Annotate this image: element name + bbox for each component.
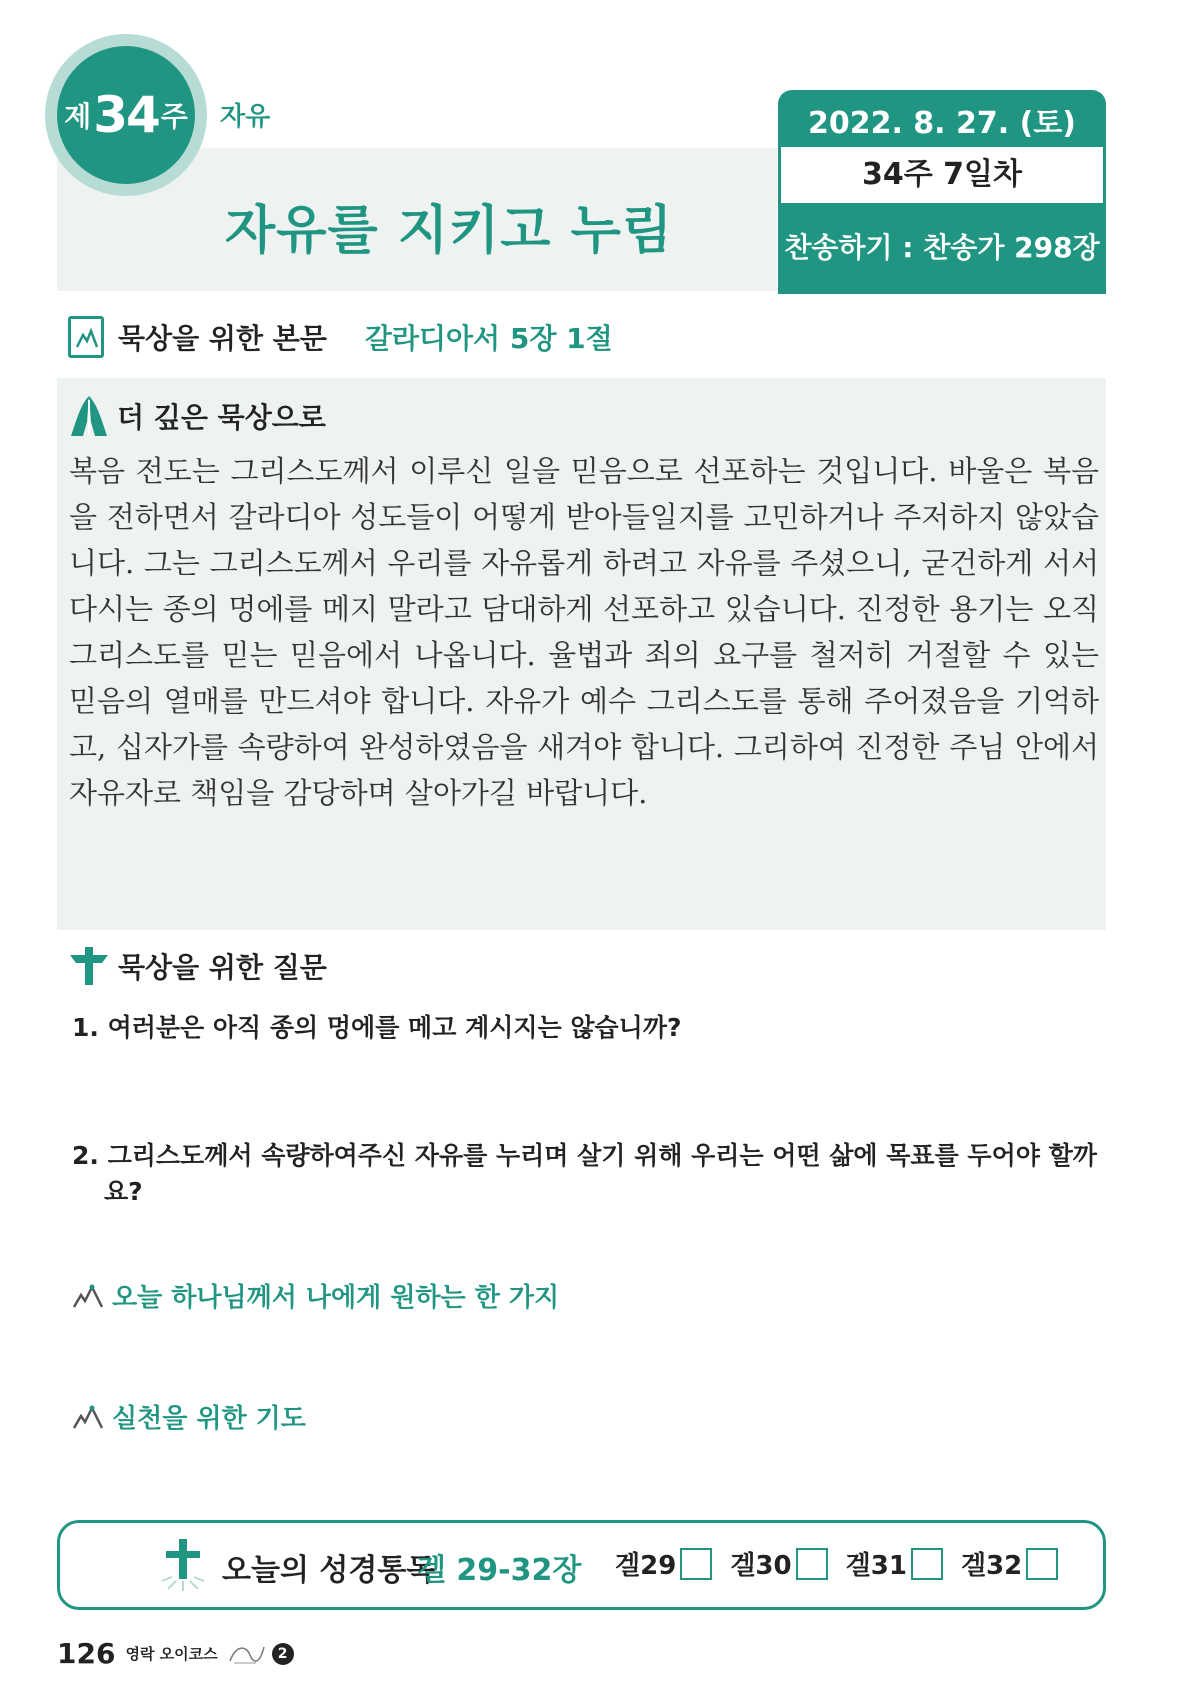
cross-light-icon <box>158 1537 208 1593</box>
volume-badge: 2 <box>272 1643 294 1665</box>
bible-reading-box <box>57 1520 1106 1610</box>
bible-book-icon <box>68 316 104 358</box>
chapter-label: 겔29 <box>615 1551 677 1581</box>
one-thing-section <box>72 1277 559 1314</box>
chapter-label: 겔30 <box>730 1551 792 1581</box>
chapter-checkbox[interactable] <box>796 1548 828 1580</box>
page-title: 자유를 지키고 누림 <box>225 201 674 261</box>
one-thing-label: 오늘 하나님께서 나에게 원하는 한 가지 <box>112 1283 560 1313</box>
question-2: 2. 그리스도께서 속량하여주신 자유를 누리며 살기 위해 우리는 어떤 삶에 목표를 두어야 할까요? <box>72 1141 1097 1206</box>
meditation-box <box>57 378 1106 930</box>
date-text: 2022. 8. 27. (토) <box>807 106 1077 141</box>
footer <box>57 1637 294 1670</box>
oikos-logo-icon <box>226 1641 266 1667</box>
chapter-item <box>615 1545 712 1582</box>
chapter-checklist <box>615 1545 1076 1582</box>
passage-row <box>68 315 613 359</box>
chapter-checkbox[interactable] <box>680 1548 712 1580</box>
chapter-label: 겔32 <box>960 1551 1023 1581</box>
page-number: 126 <box>57 1637 116 1670</box>
questions-title: 묵상을 위한 질문 <box>118 951 327 984</box>
question-1: 1. 여러분은 아직 종의 멍에를 메고 계시지는 않습니까? <box>72 1013 682 1042</box>
reading-range: 겔 29-32장 <box>417 1553 582 1588</box>
hymn-text: 찬송하기 : 찬송가 298장 <box>784 231 1100 264</box>
chapter-item <box>846 1545 943 1582</box>
mountain-icon <box>72 1404 104 1430</box>
chapter-item <box>730 1545 827 1582</box>
date-box <box>778 90 1106 294</box>
meditation-heading <box>69 394 326 438</box>
week-number: 34 <box>93 86 159 144</box>
chapter-item <box>961 1545 1058 1582</box>
passage-label: 묵상을 위한 본문 <box>118 322 327 355</box>
week-prefix: 제 <box>64 100 92 133</box>
questions-heading <box>68 945 327 987</box>
passage-reference: 갈라디아서 5장 1절 <box>364 322 613 355</box>
chapter-checkbox[interactable] <box>1026 1548 1058 1580</box>
mountain-icon <box>72 1283 104 1309</box>
cross-icon <box>68 945 110 987</box>
prayer-label: 실천을 위한 기도 <box>112 1404 306 1434</box>
meditation-body: 복음 전도는 그리스도께서 이루신 일을 믿음으로 선포하는 것입니다. 바울은 복음을 전하면서 갈라디아 성도들이 어떻게 받아들일지를 고민하거나 주저하지 않았습니다. 그는 그리스도께서 우리를 자유롭게 하려고 자유를 주셨으니, 굳건하게 서서 다시는 종의 멍에를 메지 말라고 담대하게 선포하고 있습니다. 진정한 용기는 오직 그리스도를 믿는 믿음에서 나옵니다. 율법과 죄의 요구를 철저히 거절할 수 있는 믿음의 열매를 만드셔야 합니다. 자유가 예수 그리스도를 통해 주어졌음을 기억하고, 십자가를 속량하여 완성하였음을 새겨야 합니다. 그리하여 진정한 주님 안에서 자유자로 책임을 감당하며 살아가길 바랍니다. <box>69 454 1099 810</box>
day-count: 34주 7일차 <box>781 147 1103 203</box>
chapter-checkbox[interactable] <box>911 1548 943 1580</box>
reading-label: 오늘의 성경통독 <box>222 1553 436 1588</box>
topic-label: 자유 <box>220 102 271 132</box>
meditation-title: 더 깊은 묵상으로 <box>117 401 326 434</box>
prayer-section <box>72 1398 306 1435</box>
week-badge <box>57 46 195 184</box>
week-suffix: 주 <box>160 100 188 133</box>
chapter-label: 겔31 <box>845 1551 907 1581</box>
praying-hands-icon <box>69 394 109 438</box>
series-name: 영락 오이코스 <box>125 1645 218 1663</box>
